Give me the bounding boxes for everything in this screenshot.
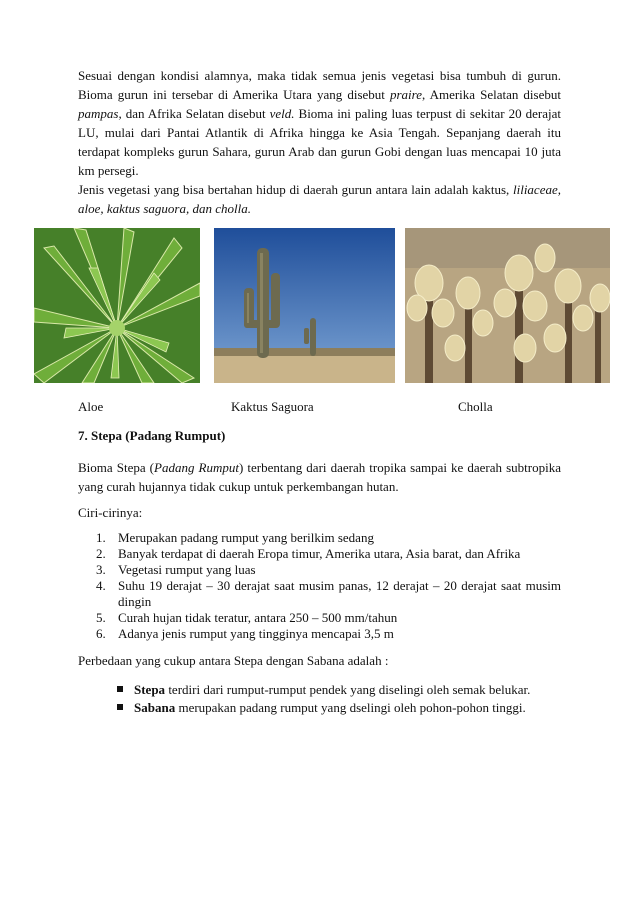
cholla-photo xyxy=(405,228,610,383)
list-item: 2. Banyak terdapat di daerah Eropa timur, Amerika utara, Asia barat, dan Afrika xyxy=(96,546,521,561)
caption-aloe: Aloe xyxy=(78,399,104,414)
list-item: Sabana merupakan padang rumput yang dselingi oleh pohon-pohon tinggi. xyxy=(78,699,561,717)
list-item: Stepa terdiri dari rumput-rumput pendek yang diselingi oleh semak belukar. xyxy=(78,681,561,699)
list-item: 6. Adanya jenis rumput yang tingginya mencapai 3,5 m xyxy=(96,626,394,641)
caption-cholla: Cholla xyxy=(458,399,493,414)
ciri-label: Ciri-cirinya: xyxy=(78,505,143,520)
list-item: 5. Curah hujan tidak teratur, antara 250 – 500 mm/tahun xyxy=(96,610,398,625)
list-item: 1. Merupakan padang rumput yang berilkim sedang xyxy=(96,530,374,545)
stepa-description: Bioma Stepa (Padang Rumput) terbentang dari daerah tropika sampai ke daerah subtropika yang curah hujannya tidak cukup untuk perkembangan hutan. xyxy=(78,460,561,494)
bullet-square-icon xyxy=(117,686,123,692)
intro-paragraph-2: Jenis vegetasi yang bisa bertahan hidup di daerah gurun antara lain adalah kaktus, liliaceae, aloe, kaktus saguora, dan cholla. xyxy=(78,182,561,216)
caption-saguaro: Kaktus Saguora xyxy=(231,399,314,414)
aloe-photo xyxy=(34,228,200,383)
intro-paragraph-1: Sesuai dengan kondisi alamnya, maka tidak semua jenis vegetasi bisa tumbuh di gurun. Bioma gurun ini tersebar di Amerika Utara yang disebut praire, Amerika Selatan disebut pampas, dan Afrika Selatan disebut veld. Bioma ini paling luas terpust di sekitar 20 derajat LU, mulai dari Pantai Atlantik di Afrika hingga ke Asia Tengah. Sepanjang daerah itu terdapat kompleks gurun Sahara, gurun Arab dan gurun Gobi dengan luas mencapai 10 juta km persegi. xyxy=(78,68,561,178)
compare-list xyxy=(78,681,561,717)
list-item: 3. Vegetasi rumput yang luas xyxy=(96,562,256,577)
ciri-list xyxy=(78,530,561,642)
section-heading: 7. Stepa (Padang Rumput) xyxy=(78,428,226,443)
compare-label: Perbedaan yang cukup antara Stepa dengan Sabana adalah : xyxy=(78,653,389,668)
list-item: 4. Suhu 19 derajat – 30 derajat saat musim panas, 12 derajat – 20 derajat saat musim dingin xyxy=(96,578,561,609)
bullet-square-icon xyxy=(117,704,123,710)
saguaro-photo xyxy=(214,228,395,383)
